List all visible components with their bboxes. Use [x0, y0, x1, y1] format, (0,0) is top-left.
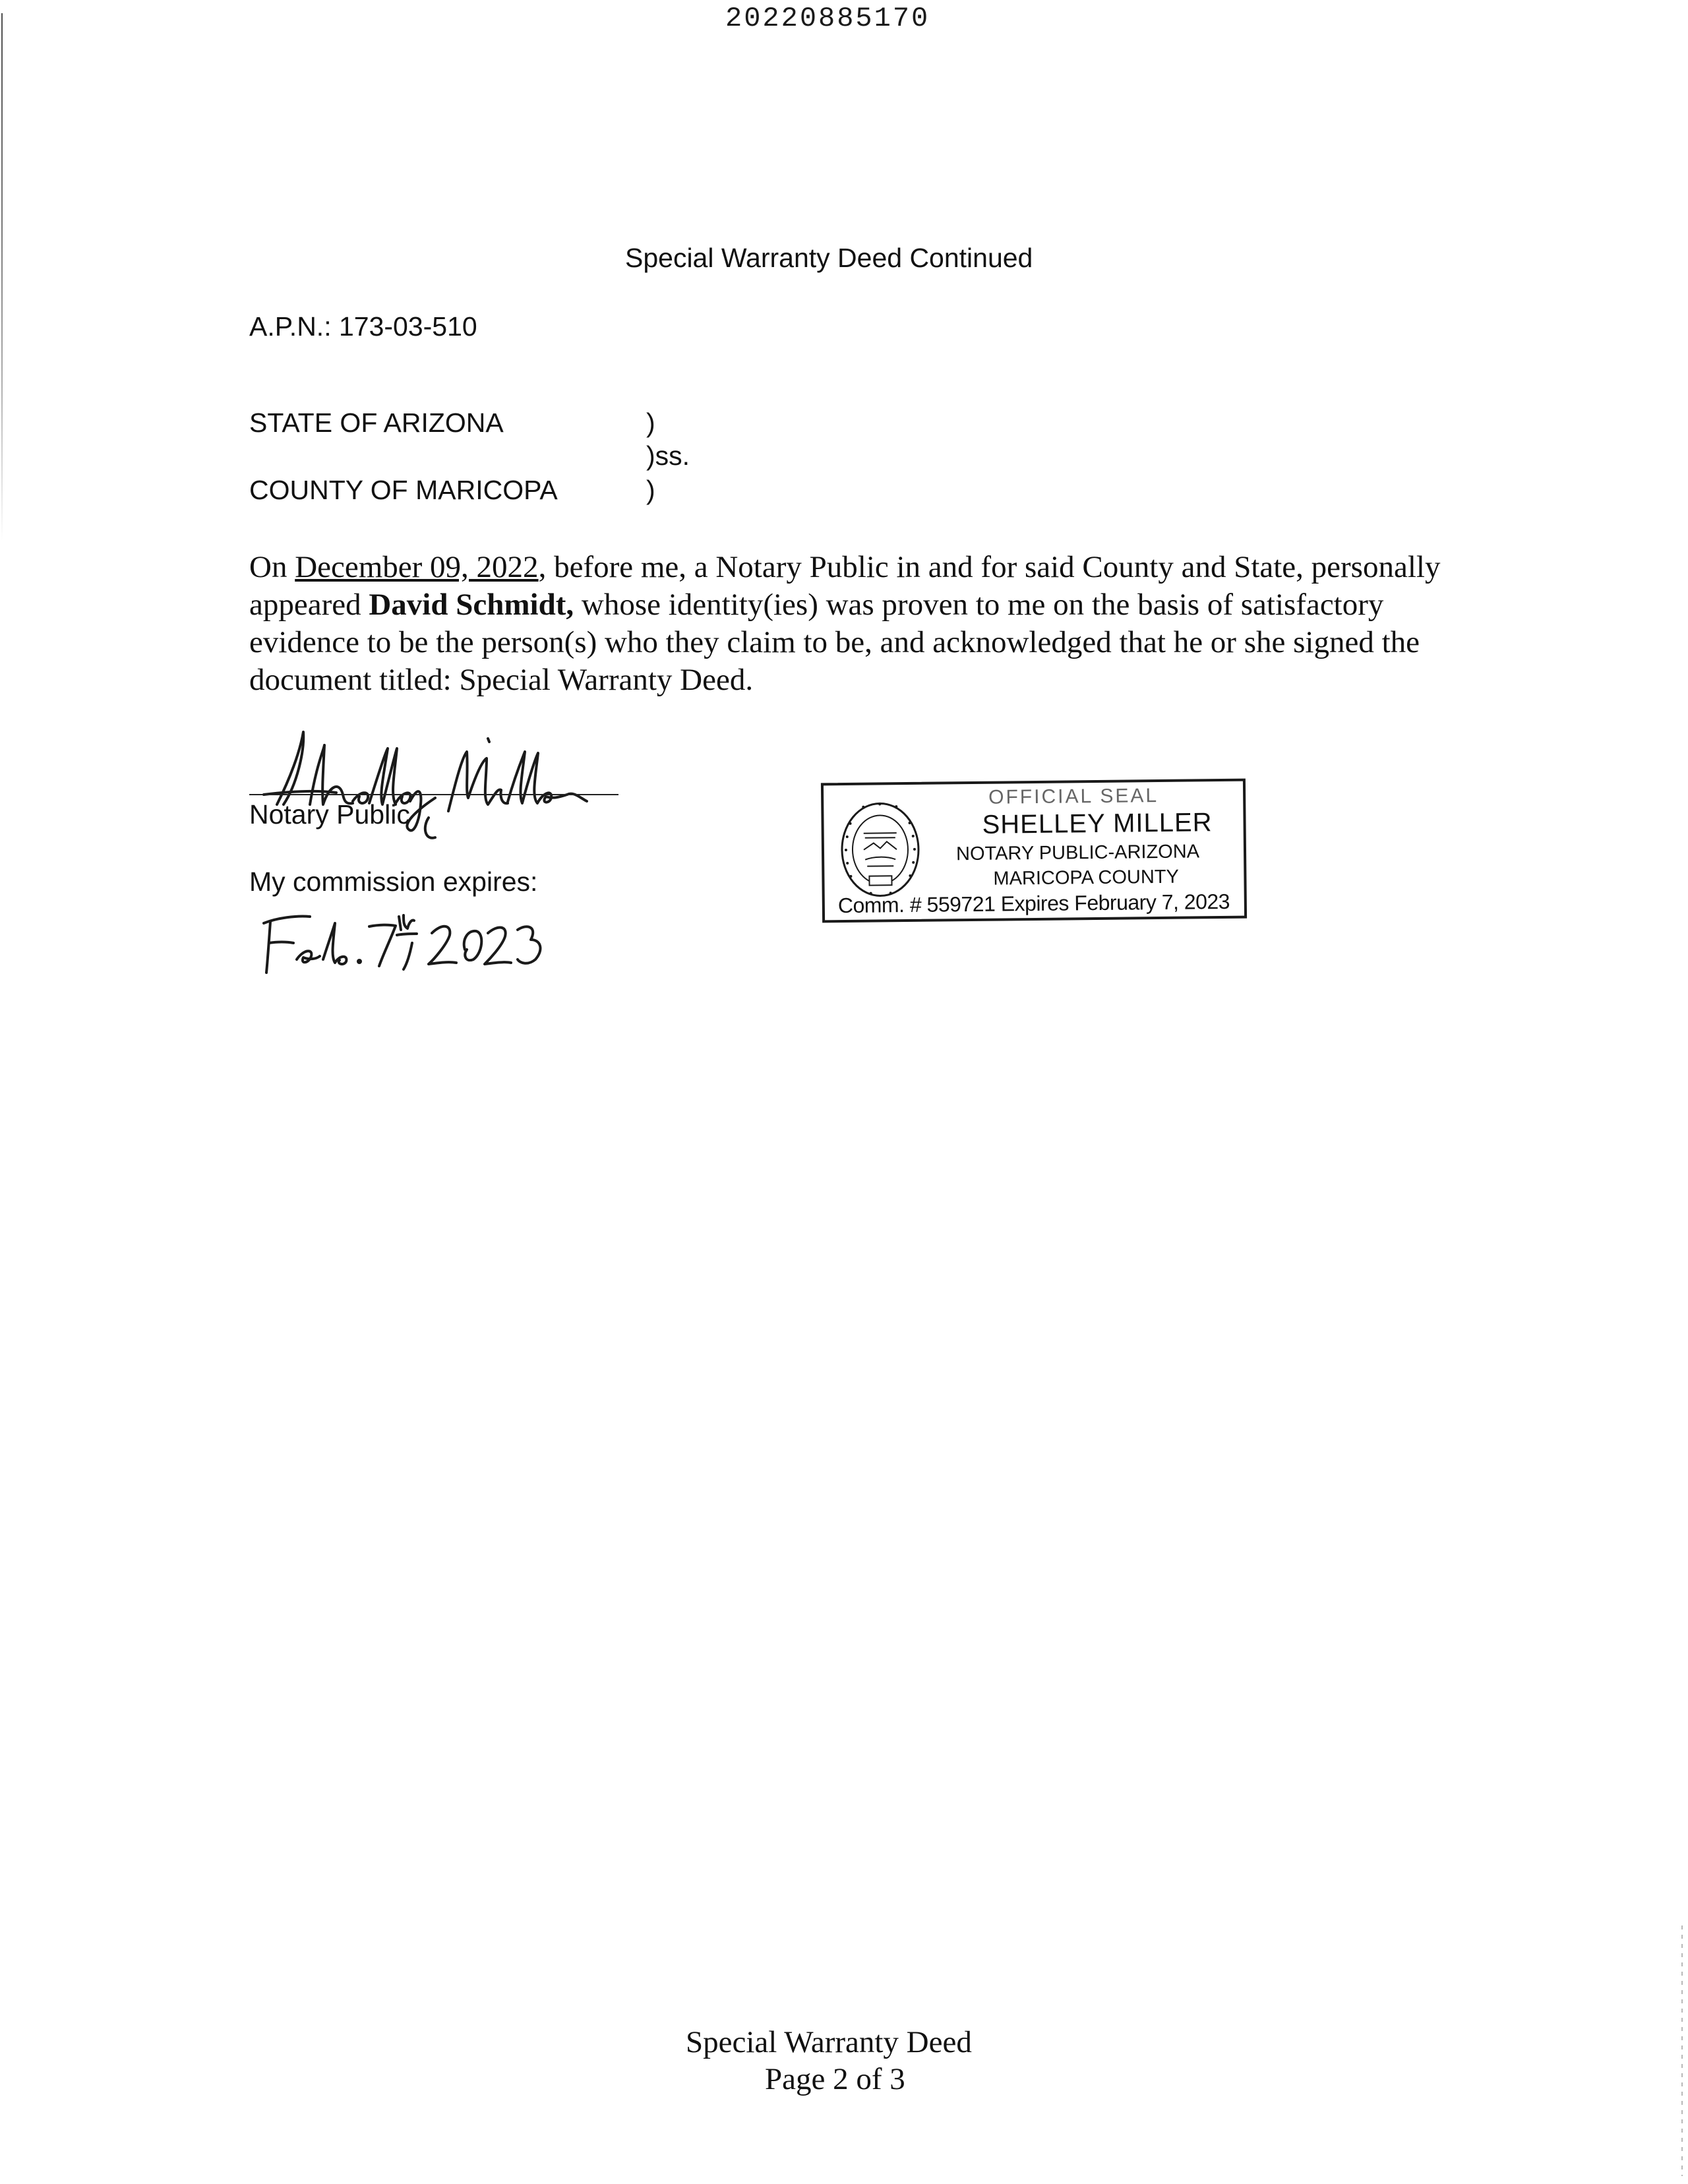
document-heading: Special Warranty Deed Continued	[625, 243, 1033, 273]
seal-county-line: MARICOPA COUNTY	[993, 866, 1180, 890]
venue-paren-bottom: )	[646, 475, 655, 505]
recording-number: 20220885170	[725, 3, 930, 34]
notary-seal	[821, 779, 1247, 923]
venue-ss: )ss.	[646, 440, 690, 471]
handwritten-expiry-date	[251, 903, 567, 976]
state-seal-emblem-icon	[837, 797, 924, 903]
seal-title: OFFICIAL SEAL	[988, 785, 1159, 808]
commission-expires-label: My commission expires:	[249, 866, 538, 897]
ack-rest: whose identity(ies) was proven to me on the basis of satisfactory evidence to be the person(s) who they claim to be, and acknowledged that he or she signed the document titled: Special Warranty Deed.	[249, 588, 1420, 697]
scan-edge-left	[1, 13, 3, 541]
seal-notary-line: NOTARY PUBLIC-ARIZONA	[955, 841, 1200, 865]
ack-prefix: On	[249, 550, 295, 584]
notary-public-label: Notary Public	[249, 799, 410, 830]
seal-commission-line: Comm. # 559721 Expires February 7, 2023	[837, 889, 1230, 918]
signature-line	[249, 794, 618, 795]
ack-date: December 09, 2022	[295, 550, 539, 584]
apn-line: A.P.N.: 173-03-510	[249, 311, 477, 342]
footer-title: Special Warranty Deed	[686, 2025, 972, 2059]
venue-state: STATE OF ARIZONA	[249, 408, 504, 438]
ack-person: David Schmidt,	[369, 588, 574, 622]
ack-after-date: , before me, a Notary Public in and for said County and State, personally appeared	[249, 550, 1441, 622]
scan-edge-right	[1681, 1926, 1683, 2176]
acknowledgment-paragraph	[249, 549, 1449, 699]
venue-paren-top: )	[646, 408, 655, 438]
venue-county: COUNTY OF MARICOPA	[249, 475, 558, 505]
footer-page-number: Page 2 of 3	[765, 2062, 905, 2096]
seal-notary-name: SHELLEY MILLER	[982, 808, 1213, 839]
